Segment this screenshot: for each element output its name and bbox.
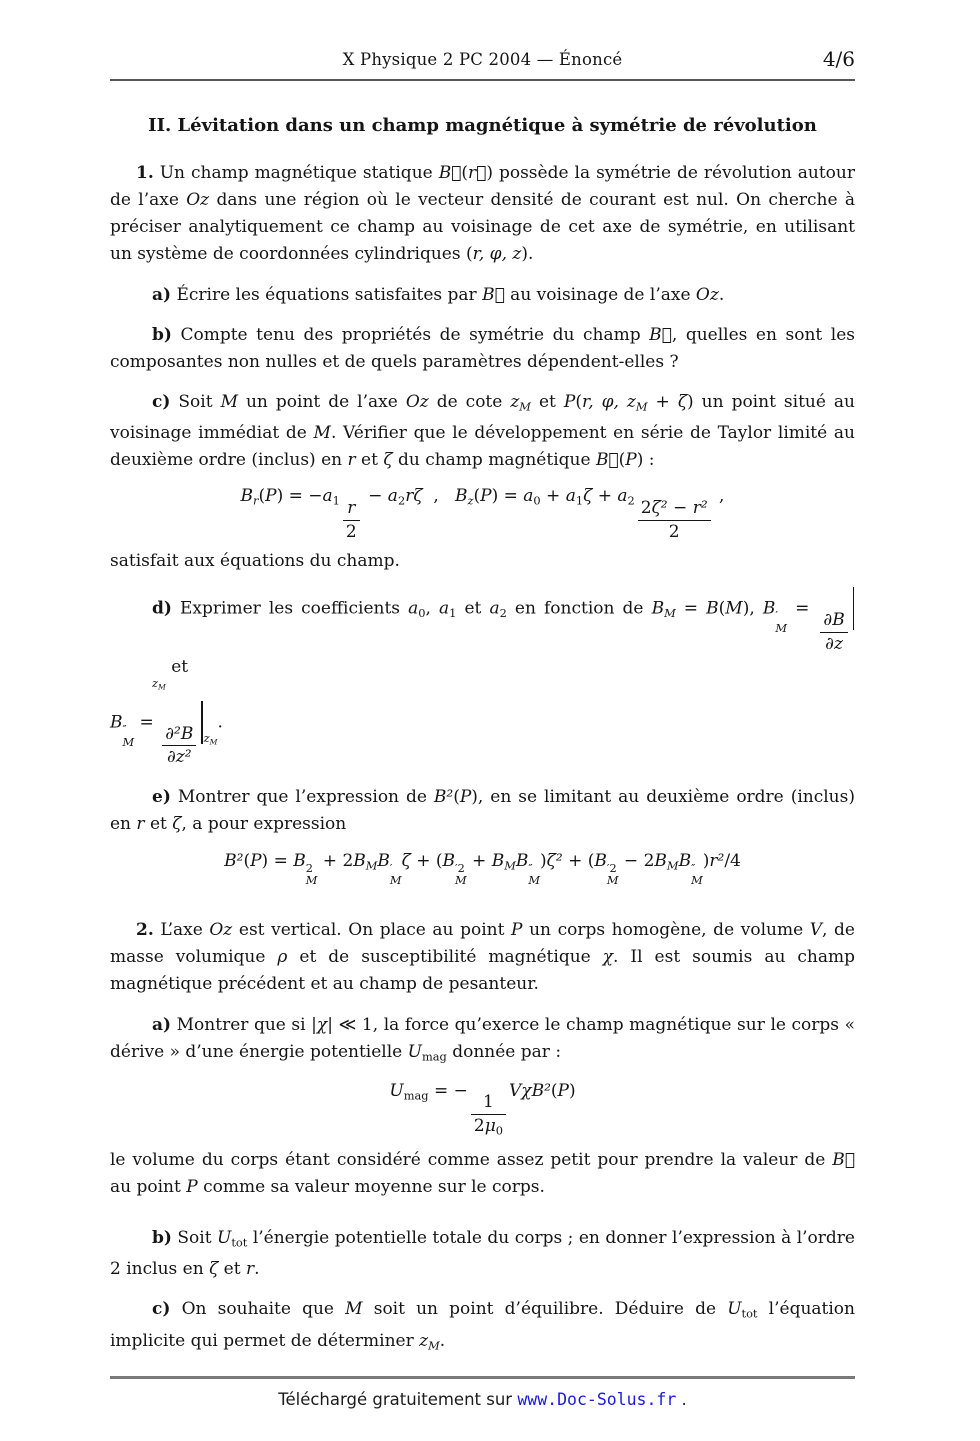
sup-sub-stack: ′ M xyxy=(775,608,787,636)
question-2b: b) Soit $U_{tot}$ l’énergie potentielle totale du corps ; en donner l’expression à l’ordre 2 inclus en ζ et r. xyxy=(110,1227,855,1280)
question-1c: c) Soit M un point de l’axe Oz de cote $z_M$ et P(r, φ, $z_M + \zeta$) un point situé au voisinage immédiat de M. Vérifier que le développement en série de Taylor limité au deuxième ordre (inclus) en r et ζ du champ magnétique B⃗(P) : xyxy=(110,392,855,471)
intro-paragraph-1: 1. Un champ magnétique statique B⃗(r⃗) possède la symétrie de révolution autour de l’axe Oz dans une région où le vecteur densité de courant est nul. On cherche à préciser analytiquement ce champ au voisinage de cet axe de symétrie, en utilisant un système de coordonnées cylindriques (r, φ, z). xyxy=(110,163,855,264)
equation-u-mag: $U_{mag}$ = − $\frac{1}{2\mu_0}$ VχB²(P) xyxy=(389,1080,576,1138)
question-1a: a) Écrire les équations satisfaites par B⃗ au voisinage de l’axe Oz. xyxy=(152,285,725,305)
equation-taylor-expansion: $B_r(P) = -a_1$ $\frac{r}{2}$ − $a_2r\zeta$ , $B_z(P) = a_0 + a_1\zeta + a_2$ $\frac{\text{2ζ² − r²}}{2}$ , xyxy=(240,486,725,542)
page-number: 4/6 xyxy=(822,47,855,71)
question-1d-line-2: B ″ M = $\frac{\text{∂²B}}{\text{∂z²}}$ $z_M$. xyxy=(110,701,855,768)
footer-prefix-text: Téléchargé gratuitement sur xyxy=(278,1390,518,1409)
fraction: $\frac{1}{2\mu_0}$ xyxy=(471,1092,506,1137)
sup-sub-stack: 2 M xyxy=(305,860,318,888)
question-1d-line-1: d) Exprimer les coefficients $a_0$, $a_1$ et $a_2$ en fonction de $B_M = B(M)$, B ′ M = $\frac{\partial B}{\partial z}$ $z_M$ et xyxy=(110,587,855,701)
fraction: $\frac{r}{2}$ xyxy=(343,498,360,542)
header-rule xyxy=(110,79,855,81)
equation-b-squared: B²(P) = B 2 M + $2B_MB$ ′ M ζ + (B ′2 M + $B_MB$ ″ M )ζ² + (B ′2 M − $2B_MB$ ″ M )r²/4 xyxy=(224,850,741,888)
fraction: $\frac{\text{∂²B}}{\text{∂z²}}$ xyxy=(162,724,196,768)
question-2c: c) On souhaite que M soit un point d’équilibre. Déduire de $U_{tot}$ l’équation implicite qui permet de déterminer $z_M$. xyxy=(110,1299,855,1353)
doc-solus-link[interactable]: www.Doc-Solus.fr xyxy=(517,1390,677,1409)
page-header xyxy=(110,47,855,74)
question-1e: e) Montrer que l’expression de B²(P), en se limitant au deuxième ordre (inclus) en r et ζ, a pour expression xyxy=(110,786,855,834)
question-2a: a) Montrer que si |χ| ≪ 1, la force qu’exerce le champ magnétique sur le corps « dérive » d’une énergie potentielle $U_{mag}$ donnée par : xyxy=(110,1015,855,1064)
sup-sub-stack: ″ M xyxy=(122,722,135,749)
volume-note: le volume du corps étant considéré comme assez petit pour prendre la valeur de B⃗ au point P comme sa valeur moyenne sur le corps. xyxy=(110,1149,855,1197)
fraction: $\frac{\partial B}{\partial z}$ xyxy=(820,610,847,654)
intro-paragraph-2: 2. L’axe Oz est vertical. On place au point P un corps homogène, de volume V, de masse volumique ρ et de susceptibilité magnétique χ. Il est soumis au champ magnétique précédent et au champ de pesanteur. xyxy=(110,920,855,995)
sup-sub-stack: ′2 M xyxy=(606,860,619,888)
page-footer xyxy=(110,1376,855,1409)
sup-sub-stack: ″ M xyxy=(691,860,703,888)
evaluation-bar xyxy=(853,587,854,630)
sup-sub-stack: ′ M xyxy=(389,860,402,888)
evaluation-bar xyxy=(201,701,202,744)
sup-sub-stack: ″ M xyxy=(528,860,541,888)
footer-rule xyxy=(110,1376,855,1379)
page-content xyxy=(110,0,855,1359)
header-course-title: X Physique 2 PC 2004 — Énoncé xyxy=(342,50,623,69)
sup-sub-stack: ′2 M xyxy=(454,860,467,888)
footer-suffix-text: . xyxy=(676,1390,687,1409)
footer-note xyxy=(110,1390,855,1409)
question-1b: b) Compte tenu des propriétés de symétrie du champ B⃗, quelles en sont les composantes non nulles et de quels paramètres dépendent-elles ? xyxy=(110,325,855,372)
taylor-satisfies-line: satisfait aux équations du champ. xyxy=(110,551,400,572)
section-title: II. Lévitation dans un champ magnétique à symétrie de révolution xyxy=(148,115,817,136)
fraction: $\frac{\text{2ζ² − r²}}{2}$ xyxy=(638,498,711,542)
